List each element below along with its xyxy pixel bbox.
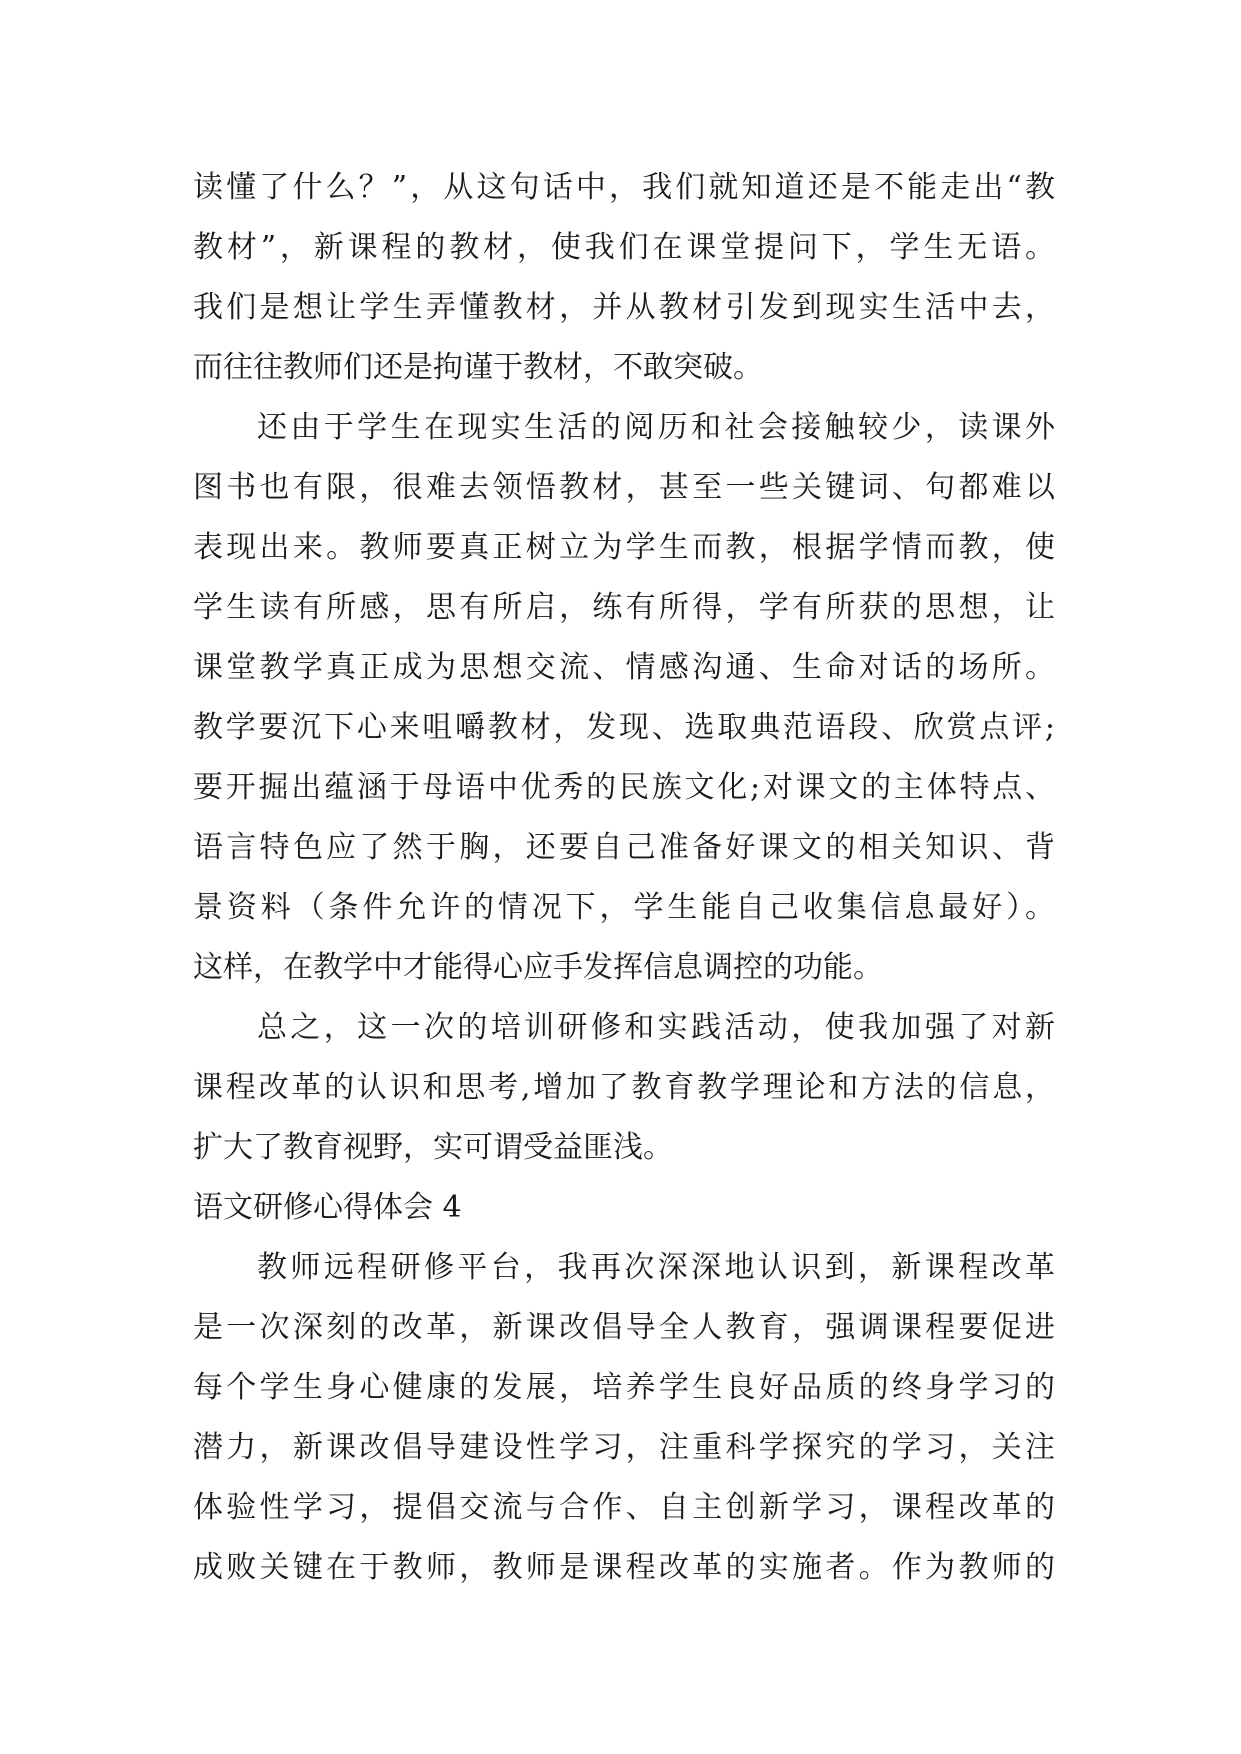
document-body [193,158,1055,1598]
text-line: 教学要沉下心来咀嚼教材，发现、选取典范语段、欣赏点评; [193,710,1055,745]
text-line: 而往往教师们还是拘谨于教材，不敢突破。 [193,350,763,385]
paragraph-3 [193,998,1055,1178]
text-line: 语言特色应了然于胸，还要自己准备好课文的相关知识、背 [193,830,1055,865]
text-line: 我们是想让学生弄懂教材，并从教材引发到现实生活中去， [193,290,1055,325]
text-line: 潜力，新课改倡导建设性学习，注重科学探究的学习，关注 [193,1430,1055,1465]
section-heading [193,1178,1055,1238]
text-line: 成败关键在于教师，教师是课程改革的实施者。作为教师的 [193,1550,1055,1585]
paragraph-2 [193,398,1055,998]
text-line: 扩大了教育视野，实可谓受益匪浅。 [193,1130,673,1165]
text-line: 这样，在教学中才能得心应手发挥信息调控的功能。 [193,950,883,985]
text-line: 表现出来。教师要真正树立为学生而教，根据学情而教，使 [193,530,1055,565]
text-line: 还由于学生在现实生活的阅历和社会接触较少，读课外 [257,410,1055,445]
text-line: 是一次深刻的改革，新课改倡导全人教育，强调课程要促进 [193,1310,1055,1345]
text-line: 每个学生身心健康的发展，培养学生良好品质的终身学习的 [193,1370,1055,1405]
text-line: 学生读有所感，思有所启，练有所得，学有所获的思想，让 [193,590,1055,625]
text-line: 景资料（条件允许的情况下，学生能自己收集信息最好）。 [193,890,1055,925]
paragraph-1 [193,158,1055,398]
heading-text: 语文研修心得体会 4 [193,1190,462,1225]
text-line: 读懂了什么？”，从这句话中，我们就知道还是不能走出“教 [193,170,1055,205]
text-line: 教材”，新课程的教材，使我们在课堂提问下，学生无语。 [193,230,1055,265]
text-line: 总之，这一次的培训研修和实践活动，使我加强了对新 [257,1010,1055,1045]
text-line: 教师远程研修平台，我再次深深地认识到，新课程改革 [257,1250,1055,1285]
text-line: 体验性学习，提倡交流与合作、自主创新学习，课程改革的 [193,1490,1055,1525]
text-line: 课程改革的认识和思考,增加了教育教学理论和方法的信息， [193,1070,1055,1105]
text-line: 图书也有限，很难去领悟教材，甚至一些关键词、句都难以 [193,470,1055,505]
text-line: 要开掘出蕴涵于母语中优秀的民族文化;对课文的主体特点、 [193,770,1055,805]
paragraph-4 [193,1238,1055,1598]
text-line: 课堂教学真正成为思想交流、情感沟通、生命对话的场所。 [193,650,1055,685]
